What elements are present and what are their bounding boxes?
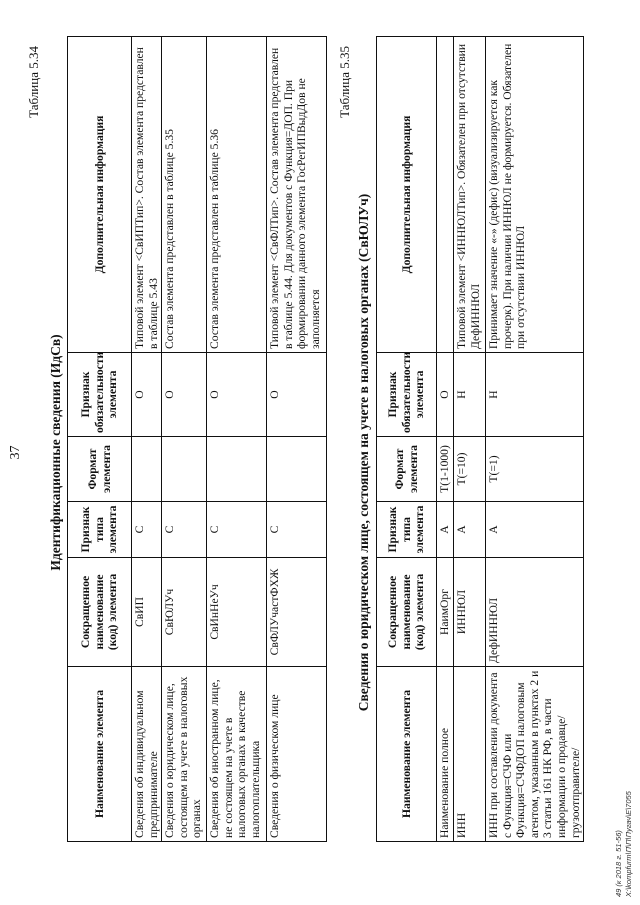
cell-code: ИННЮЛ xyxy=(454,558,486,667)
header-name: Наименование элемента xyxy=(68,667,132,842)
cell-info: Состав элемента представлен в таблице 5.36 xyxy=(207,37,267,353)
cell-required: О xyxy=(162,353,207,437)
table-1-title: Идентификационные сведения (ИдСв) xyxy=(48,334,63,571)
cell-name: Сведения о юридическом лице, состоящем на учете в налоговых органах xyxy=(162,667,207,842)
table-row xyxy=(132,37,162,842)
cell-code: СвФЛУчастФХЖ xyxy=(267,558,327,667)
header-format: Формат элемента xyxy=(377,437,437,502)
table-1-label: Таблица 5.34 xyxy=(26,46,41,118)
header-required: Признак обязательности элемента xyxy=(377,353,437,437)
cell-format: T(1-1000) xyxy=(437,437,454,502)
cell-type: А xyxy=(437,502,454,558)
header-required: Признак обязательности элемента xyxy=(68,353,132,437)
table-row xyxy=(162,37,207,842)
header-type: Признак типа элемента xyxy=(68,502,132,558)
cell-type: А xyxy=(454,502,486,558)
cell-format xyxy=(267,437,327,502)
cell-info xyxy=(437,37,454,353)
page-number: 37 xyxy=(8,445,23,460)
identification-table xyxy=(67,36,327,842)
header-name: Наименование элемента xyxy=(377,667,437,842)
legal-entity-table xyxy=(376,36,584,842)
cell-code: СвИнНеУч xyxy=(207,558,267,667)
header-info: Дополнительная информация xyxy=(68,37,132,353)
cell-format: T(=10) xyxy=(454,437,486,502)
cell-format xyxy=(162,437,207,502)
cell-format: T(=1) xyxy=(486,437,584,502)
cell-info: Типовой элемент <ИННЮЛТип>. Обязателен при отсутствии ДефИННЮЛ xyxy=(454,37,486,353)
table-row xyxy=(437,37,454,842)
cell-required: О xyxy=(267,353,327,437)
cell-name: Наименование полное xyxy=(437,667,454,842)
header-code: Сокращенное наименование (код) элемента xyxy=(377,558,437,667)
cell-required: Н xyxy=(454,353,486,437)
cell-type: С xyxy=(207,502,267,558)
cell-code: СвИП xyxy=(132,558,162,667)
table-row xyxy=(207,37,267,842)
file-stamp-line-1: 49 (к 2018 г. 51-56) xyxy=(614,830,623,897)
cell-format xyxy=(207,437,267,502)
cell-required: О xyxy=(207,353,267,437)
cell-code: СвЮЛУч xyxy=(162,558,207,667)
table-row xyxy=(267,37,327,842)
cell-info: Типовой элемент <СвИПТип>. Состав элемента представлен в таблице 5.43 xyxy=(132,37,162,353)
cell-required: О xyxy=(437,353,454,437)
cell-name: ИНН xyxy=(454,667,486,842)
cell-type: С xyxy=(267,502,327,558)
table-header-row xyxy=(68,37,132,842)
file-stamp-line-2: Х:\kompfurm\П\П\Пугач\Е\7055 xyxy=(624,791,633,897)
cell-code: ДефИННЮЛ xyxy=(486,558,584,667)
cell-type: С xyxy=(132,502,162,558)
header-code: Сокращенное наименование (код) элемента xyxy=(68,558,132,667)
table-2-title: Сведения о юридическом лице, состоящем на учете в налоговых органах (СвЮЛУч) xyxy=(356,193,371,712)
cell-name: Сведения о физическом лице xyxy=(267,667,327,842)
cell-code: НаимОрг xyxy=(437,558,454,667)
table-header-row xyxy=(377,37,437,842)
cell-type: С xyxy=(162,502,207,558)
table-row xyxy=(486,37,584,842)
cell-name: Сведения об иностранном лице, не состоящем на учете в налоговых органах в качестве налогоплательщика xyxy=(207,667,267,842)
cell-name: ИНН при составлении документа с Функция=СЧФ или Функция=СЧФДОП налоговым агентом, указанным в пунктах 2 и 3 статьи 161 НК РФ, в части информации о продавце/грузоотправителе/ xyxy=(486,667,584,842)
cell-required: О xyxy=(132,353,162,437)
table-2-label: Таблица 5.35 xyxy=(337,46,352,118)
cell-info: Типовой элемент <СвФЛТип>. Состав элемента представлен в таблице 5.44. Для документов с Функция=ДОП. При формировании данного элемента ГосРегИПВыдДов не заполняется xyxy=(267,37,327,353)
header-type: Признак типа элемента xyxy=(377,502,437,558)
cell-name: Сведения об индивидуальном предпринимателе xyxy=(132,667,162,842)
cell-format xyxy=(132,437,162,502)
cell-info: Состав элемента представлен в таблице 5.35 xyxy=(162,37,207,353)
cell-info: Принимает значение «-» (дефис) (визуализируется как прочерк). При наличии ИННЮЛ не формируется. Обязателен при отсутствии ИННЮЛ xyxy=(486,37,584,353)
table-row xyxy=(454,37,486,842)
cell-type: А xyxy=(486,502,584,558)
cell-required: Н xyxy=(486,353,584,437)
header-format: Формат элемента xyxy=(68,437,132,502)
header-info: Дополнительная информация xyxy=(377,37,437,353)
